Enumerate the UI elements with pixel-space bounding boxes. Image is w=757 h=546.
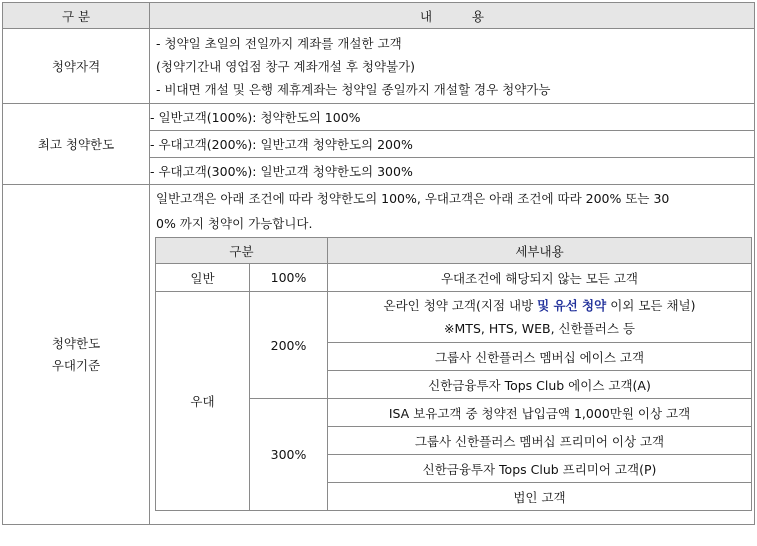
eligibility-content (150, 29, 755, 104)
preferential-label-line-2: 우대기준 (51, 357, 101, 373)
eligibility-row (3, 29, 755, 104)
header-content: 내 용 (150, 3, 755, 29)
max-limit-line-2: - 우대고객(200%): 일반고객 청약한도의 200% (150, 131, 755, 158)
tier300-pct: 300% (250, 399, 328, 511)
tier200-detail-2: 그룹사 신한플러스 멤버십 에이스 고객 (328, 343, 752, 371)
eligibility-line-1: - 청약일 초일의 전일까지 계좌를 개설한 고객 (156, 36, 402, 51)
preferential-criteria-table (155, 237, 752, 511)
tier200-online-line (328, 294, 751, 317)
tier200-online-highlight: 및 유선 청약 (537, 298, 607, 313)
max-limit-label: 최고 청약한도 (3, 104, 150, 185)
subscription-info-table (2, 2, 755, 525)
tier200-online-cell (328, 292, 752, 343)
table-header-row (3, 3, 755, 29)
preferential-intro-line-2: 0% 까지 청약이 가능합니다. (156, 216, 313, 231)
preferential-label-line-1: 청약한도 (51, 335, 101, 351)
preferred-label: 우대 (156, 292, 250, 511)
max-limit-row (3, 104, 755, 131)
header-category: 구 분 (3, 3, 150, 29)
tier200-online-before: 온라인 청약 고객(지점 내방 (383, 298, 538, 313)
tier200-online-note: ※MTS, HTS, WEB, 신한플러스 등 (444, 321, 635, 336)
eligibility-label: 청약자격 (3, 29, 150, 104)
preferential-content (150, 185, 755, 525)
preferential-row (3, 185, 755, 525)
criteria-general-row (156, 264, 752, 292)
criteria-header-category: 구분 (156, 238, 328, 264)
criteria-header-row (156, 238, 752, 264)
tier300-detail-3: 신한금융투자 Tops Club 프리미어 고객(P) (328, 455, 752, 483)
preferential-intro (150, 185, 754, 236)
max-limit-line-1: - 일반고객(100%): 청약한도의 100% (150, 104, 755, 131)
preferential-intro-line-1: 일반고객은 아래 조건에 따라 청약한도의 100%, 우대고객은 아래 조건에 따라 200% 또는 30 (156, 191, 670, 206)
tier200-online-after: 이외 모든 채널) (606, 298, 696, 313)
eligibility-line-2: (청약기간내 영업점 창구 계좌개설 후 청약불가) (156, 59, 416, 74)
criteria-200-row-1 (156, 292, 752, 343)
tier200-pct: 200% (250, 292, 328, 399)
general-pct: 100% (250, 264, 328, 292)
tier300-detail-2: 그룹사 신한플러스 멤버십 프리미어 이상 고객 (328, 427, 752, 455)
tier200-detail-3: 신한금융투자 Tops Club 에이스 고객(A) (328, 371, 752, 399)
preferential-label (3, 185, 150, 525)
tier300-detail-1: ISA 보유고객 중 청약전 납입금액 1,000만원 이상 고객 (328, 399, 752, 427)
eligibility-line-3: - 비대면 개설 및 은행 제휴계좌는 청약일 종일까지 개설할 경우 청약가능 (156, 82, 551, 97)
max-limit-line-3: - 우대고객(300%): 일반고객 청약한도의 300% (150, 158, 755, 185)
general-detail: 우대조건에 해당되지 않는 모든 고객 (328, 264, 752, 292)
tier300-detail-4: 법인 고객 (328, 483, 752, 511)
criteria-header-detail: 세부내용 (328, 238, 752, 264)
general-label: 일반 (156, 264, 250, 292)
